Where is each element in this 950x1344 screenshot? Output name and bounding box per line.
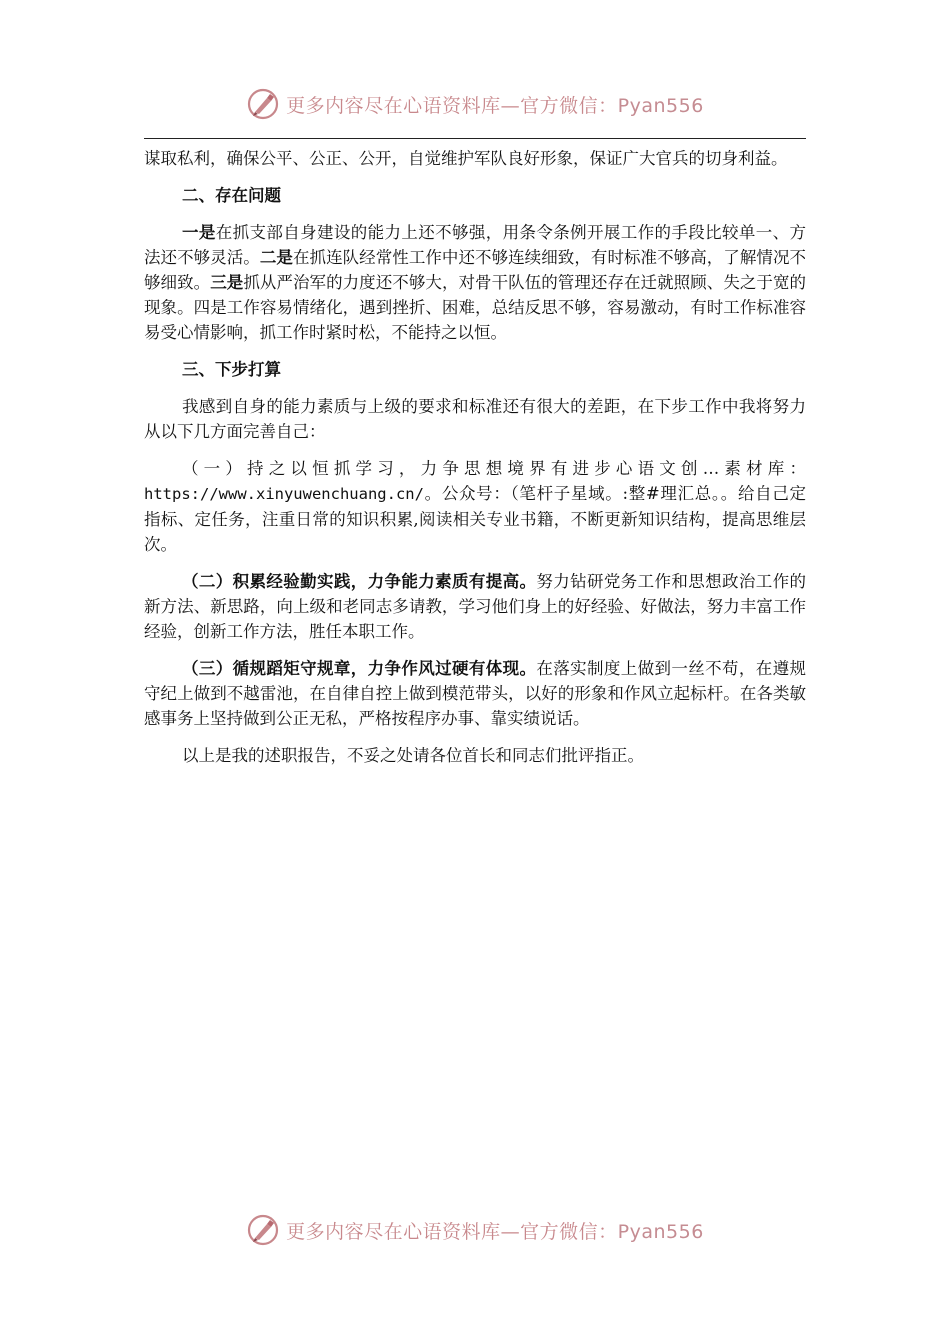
lead-second: 二是 — [259, 248, 293, 267]
paragraph-plan-two — [144, 569, 806, 644]
header-wechat-id: Pyan556 — [617, 94, 704, 117]
section-heading-plans: 三、下步打算 — [181, 360, 281, 379]
paragraph-continued: 谋取私利，确保公平、公正、公开，自觉维护军队良好形象，保证广大官兵的切身利益。 — [144, 149, 788, 168]
page-footer — [0, 1210, 950, 1250]
section-heading-problems: 二、存在问题 — [181, 186, 281, 205]
header-brand — [246, 87, 704, 121]
footer-brand — [246, 1213, 704, 1247]
lead-first: 一是 — [181, 223, 216, 242]
plan-two-text: 努力钻研党务工作和思想政治工作的新方法、新思路，向上级和老同志多请教，学习他们身上的好经验、好做法，努力丰富工作经验，创新工作方法，胜任本职工作。 — [144, 572, 807, 641]
paragraph-plans-intro: 我感到自身的能力素质与上级的要求和标准还有很大的差距，在下步工作中我将努力从以下几方面完善自己： — [144, 397, 806, 441]
paragraph-plan-one — [144, 456, 806, 557]
page-header — [0, 84, 950, 124]
lead-third: 三是 — [210, 273, 244, 292]
header-divider — [144, 138, 806, 139]
header-brand-text: 更多内容尽在心语资料库—官方微信：Pyan556 — [286, 94, 704, 117]
footer-wechat-id: Pyan556 — [617, 1220, 704, 1243]
plan-three-text: 在落实制度上做到一丝不苟，在遵规守纪上做到不越雷池，在自律自控上做到模范带头，以好的形象和作风立起标杆。在各类敏感事务上坚持做到公正无私，严格按程序办事、靠实绩说话。 — [144, 659, 807, 728]
paragraph-closing: 以上是我的述职报告，不妥之处请各位首长和同志们批评指正。 — [181, 746, 644, 765]
plan-one-text: 。公众号：（笔杆子星域。:整#理汇总。。给自己定指标、定任务，注重日常的知识积累,阅读相关专业书籍，不断更新知识结构，提高思维层次。 — [144, 484, 806, 554]
plan-three-lead: （三）循规蹈矩守规章，力争作风过硬有体现。 — [181, 659, 537, 678]
pen-logo-icon — [246, 1213, 280, 1247]
pen-logo-icon — [246, 87, 280, 121]
text-third: 抓从严治军的力度还不够大，对骨干队伍的管理还存在迁就照顾、失之于宽的现象。四是工作容易情绪化，遇到挫折、困难，总结反思不够，容易激动，有时工作标准容易受心情影响，抓工作时紧时松，不能持之以恒。 — [144, 273, 807, 342]
footer-brand-text: 更多内容尽在心语资料库—官方微信：Pyan556 — [286, 1220, 704, 1243]
text-second: 在抓连队经常性工作中还不够连续细致，有时标准不够高，了解情况不够细致。 — [144, 248, 807, 292]
document-body — [144, 146, 806, 780]
source-url: https://www.xinyuwenchuang.cn/ — [144, 485, 424, 503]
paragraph-plan-three — [144, 656, 806, 731]
plan-one-lead: （一）持之以恒抓学习，力争思想境界有进步心语文创…素材库： — [181, 459, 806, 478]
paragraph-problems — [144, 220, 806, 345]
text-first: 在抓支部自身建设的能力上还不够强，用条令条例开展工作的手段比较单一、方法还不够灵活。 — [144, 223, 807, 267]
plan-two-lead: （二）积累经验勤实践，力争能力素质有提高。 — [181, 572, 537, 591]
